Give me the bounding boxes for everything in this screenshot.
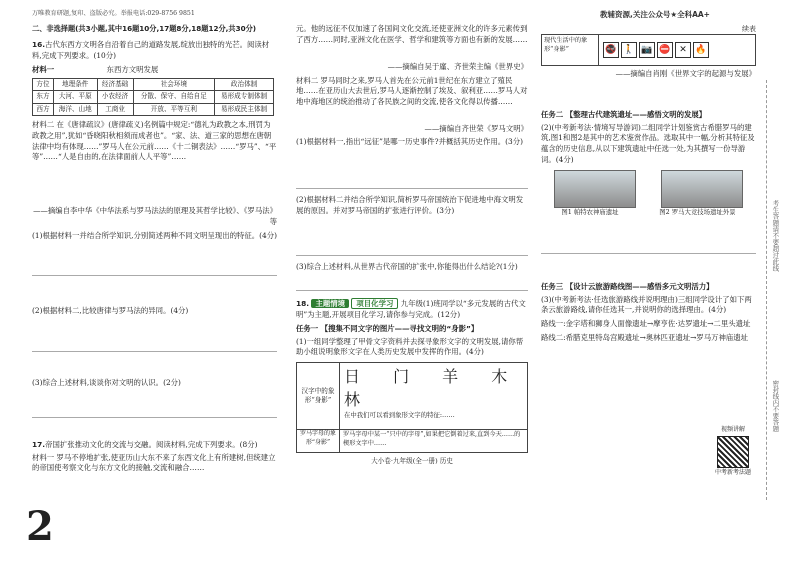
task1-title: 任务一 【搜集不同文字的图片——寻找文明的“身影”】 [296,323,479,333]
route-2: 路线二:希腊克里特岛宫殿遗址→奥林匹亚遗址→罗马万神庙遗址 [541,332,749,342]
box-caption: 在中我们可以看到象形文字的特征:…… [344,411,455,420]
q17-sub2: (2)根据材料二并结合所学知识,简析罗马帝国统治下促进地中海文明发展的原因。并对罗马帝国的扩张进行评价。(3分) [296,195,524,215]
qr-block[interactable] [713,426,753,477]
colosseum-photo [661,170,743,208]
person-icon: 🚶 [621,42,637,58]
q16-material2: 材料二 在《唐律疏议》(唐律疏义)名例篇中规定:“德礼为政教之本,刑罚为政教之用”,犹如“昏晓阳秋相须而成者也”。“家、法、道三家的思想在唐朝法律中均有体现……”罗马人在公元前……《十二铜表法》……“罗马”、“平等”……“人是自由的,在法律面前人人平等”…… [32,120,277,162]
table-row: 东方 大河、平原 小农经济 分散、保守、自给自足 易形成专制体制 [33,91,274,104]
fire-icon: 🔥 [693,42,709,58]
civilization-table [32,78,274,117]
q16-sub3: (3)综合上述材料,谈谈你对文明的认识。(2分) [32,378,181,388]
q18-stem: 18. 主题情境 项目化学习 九年级(1)班同学以“多元发展的古代文明”为主题,开展项目化学习,请你参与完成。(12分) [296,299,526,320]
box-label-chinese: 汉字中的象形“身影” [297,363,340,429]
section2-title: 二、非选择题(共3小题,其中16题10分,17题8分,18题12分,共30分) [32,24,257,33]
route-1: 路线一:金字塔和狮身人面像遗址→摩亨佐·达罗遗址→二里头遗址 [541,319,751,329]
roman-text: 罗马字母中某一“只中的字母”,如果把它倒着过来,直到今天……的楔形文字中…… [343,431,521,448]
task2-text: (2)(中考新考法·情境写导游词)二组同学计划鉴赏古希腊罗马的建筑,图1和图2是其中的艺术鉴赏作品。选取其中一幅,分析其特征及蕴含的历史信息,从以下建筑遗址中任选一处,为其撰写一份导游词。(4分) [541,122,755,164]
modern-icon-label: 现代生活中的象形“身影” [542,35,599,65]
q16-material1: 材料一 东西方文明发展 [32,64,159,74]
q17-stem: 17.帝国扩张推动文化的交流与交融。阅读材料,完成下列要求。(8分) [32,439,258,449]
task1-text: (1)一组同学整理了甲骨文字资料并去探寻象形文字的文明发展,请你帮助小组说明象形文字在人类历史发展中发挥的作用。(4分) [296,336,524,357]
q16-source: ——摘编自李中华《中华法系与罗马法法的原理及其哲学比较》、《罗马法》等 [33,206,277,227]
project-tag: 项目化学习 [351,298,398,309]
header-right: 教辅资源,关注公众号★全科AA+ [600,10,710,19]
modern-icon-box [541,34,756,66]
fig2-caption: 图2 罗马大竞技场遗址外景 [659,207,736,216]
right-column [541,24,756,476]
figure-captions [541,208,756,217]
q16-sub1: (1)根据材料一并结合所学知识,分别简述两种不同文明呈现出的特征。(4分) [32,230,278,240]
q17-sub1: (1)根据材料一,指出“远征”是哪一历史事件?并概括其历史作用。(3分) [296,137,523,147]
no-camera-icon: 📷 [639,42,655,58]
middle-column [296,24,528,467]
q17-continued: 元。他的远征不仅加速了各国间文化交流,还使亚洲文化的许多元素传到了西方……同时,亚洲文化在医学、哲学和建筑等方面也有新的发展…… [296,24,528,44]
q16-sub2: (2)根据材料二,比较唐律与罗马法的异同。(4分) [32,306,189,316]
pictograph-chars: 日 门 羊 木 林 [344,367,522,410]
no-smoking-icon: 🚭 [603,42,619,58]
binding-text: 考生答题请不要超过此线 [771,200,780,272]
page-footer: 大小卷·九年级(全一册) 历史 [371,457,453,466]
pic-source: ——摘编自肖刚《世界文字的起源与发展》 [615,69,756,79]
figure-row [541,170,756,208]
task2-title: 任务二 【整理古代建筑遗址——感悟文明的发展】 [541,109,707,119]
parthenon-photo [554,170,636,208]
box-label-roman: 罗马字母的象形“身影” [297,430,340,452]
task3-title: 任务三 【设计云旅游路线图——感悟多元文明活力】 [541,281,714,291]
table-header-row: 方位 地理条件 经济基础 社会环境 政治体制 [33,78,274,91]
q16-stem: 16.古代东西方文明各自沿着自己的道路发展,绽放出独特的光芒。阅读材料,完成下列要求。(10分) [32,40,270,61]
no-entry-icon: ⛔ [657,42,673,58]
fork-knife-icon: ✕ [675,42,691,58]
fig1-caption: 图1 帕特农神庙遗址 [561,207,619,216]
page-number-mark: 2 [26,503,54,550]
q17-source1: ——摘编自吴于廑、齐世荣主编《世界史》 [387,62,528,71]
left-column [32,24,277,475]
qr-label-top: 视频讲解 [720,426,745,433]
q17-source2: ——摘编自齐世荣《罗马文明》 [424,123,528,133]
qr-label-bottom: 中考新考法题 [714,468,751,476]
q17-material2: 材料二 罗马同时之来,罗马人首先在公元前1世纪在东方建立了殖民地……在亚历山大去世后,罗马人逐渐控制了埃及、叙利亚……罗马人对地中海地区的统治推动了各民族之间的交流,使各文化得以传播…… [296,75,528,107]
header-left: 万唯教育研题,复印、盗版必究。举报电话:029-8756 9851 [32,10,195,17]
topic-tag: 主题情境 [311,299,349,308]
q17-material1: 材料一 罗马不停地扩张,使亚历山大东不来了东西文化上有所建树,但统建立的帝国使考察文化与东方文化的接触,交流和融合…… [32,452,276,473]
binding-text-small: 密封线内不要答题 [771,380,780,432]
q17-sub3: (3)综合上述材料,从世界古代帝国的扩张中,你能得出什么结论?(1分) [296,261,518,271]
table-row: 西方 海洋、山地 工商业 开放、平等互利 易形成民主体制 [33,103,274,116]
roman-letter-box [296,430,528,453]
continued-label: 续表 [742,25,756,33]
binding-line [766,80,767,500]
task3-text: (3)(中考新考法·任选旅游路线并说明理由)三组同学设计了如下两条云旅游路线,请你任选其一,并说明你的选择理由。(4分) [541,294,752,315]
pictograph-box [296,362,528,430]
qr-code-icon[interactable] [717,436,749,468]
